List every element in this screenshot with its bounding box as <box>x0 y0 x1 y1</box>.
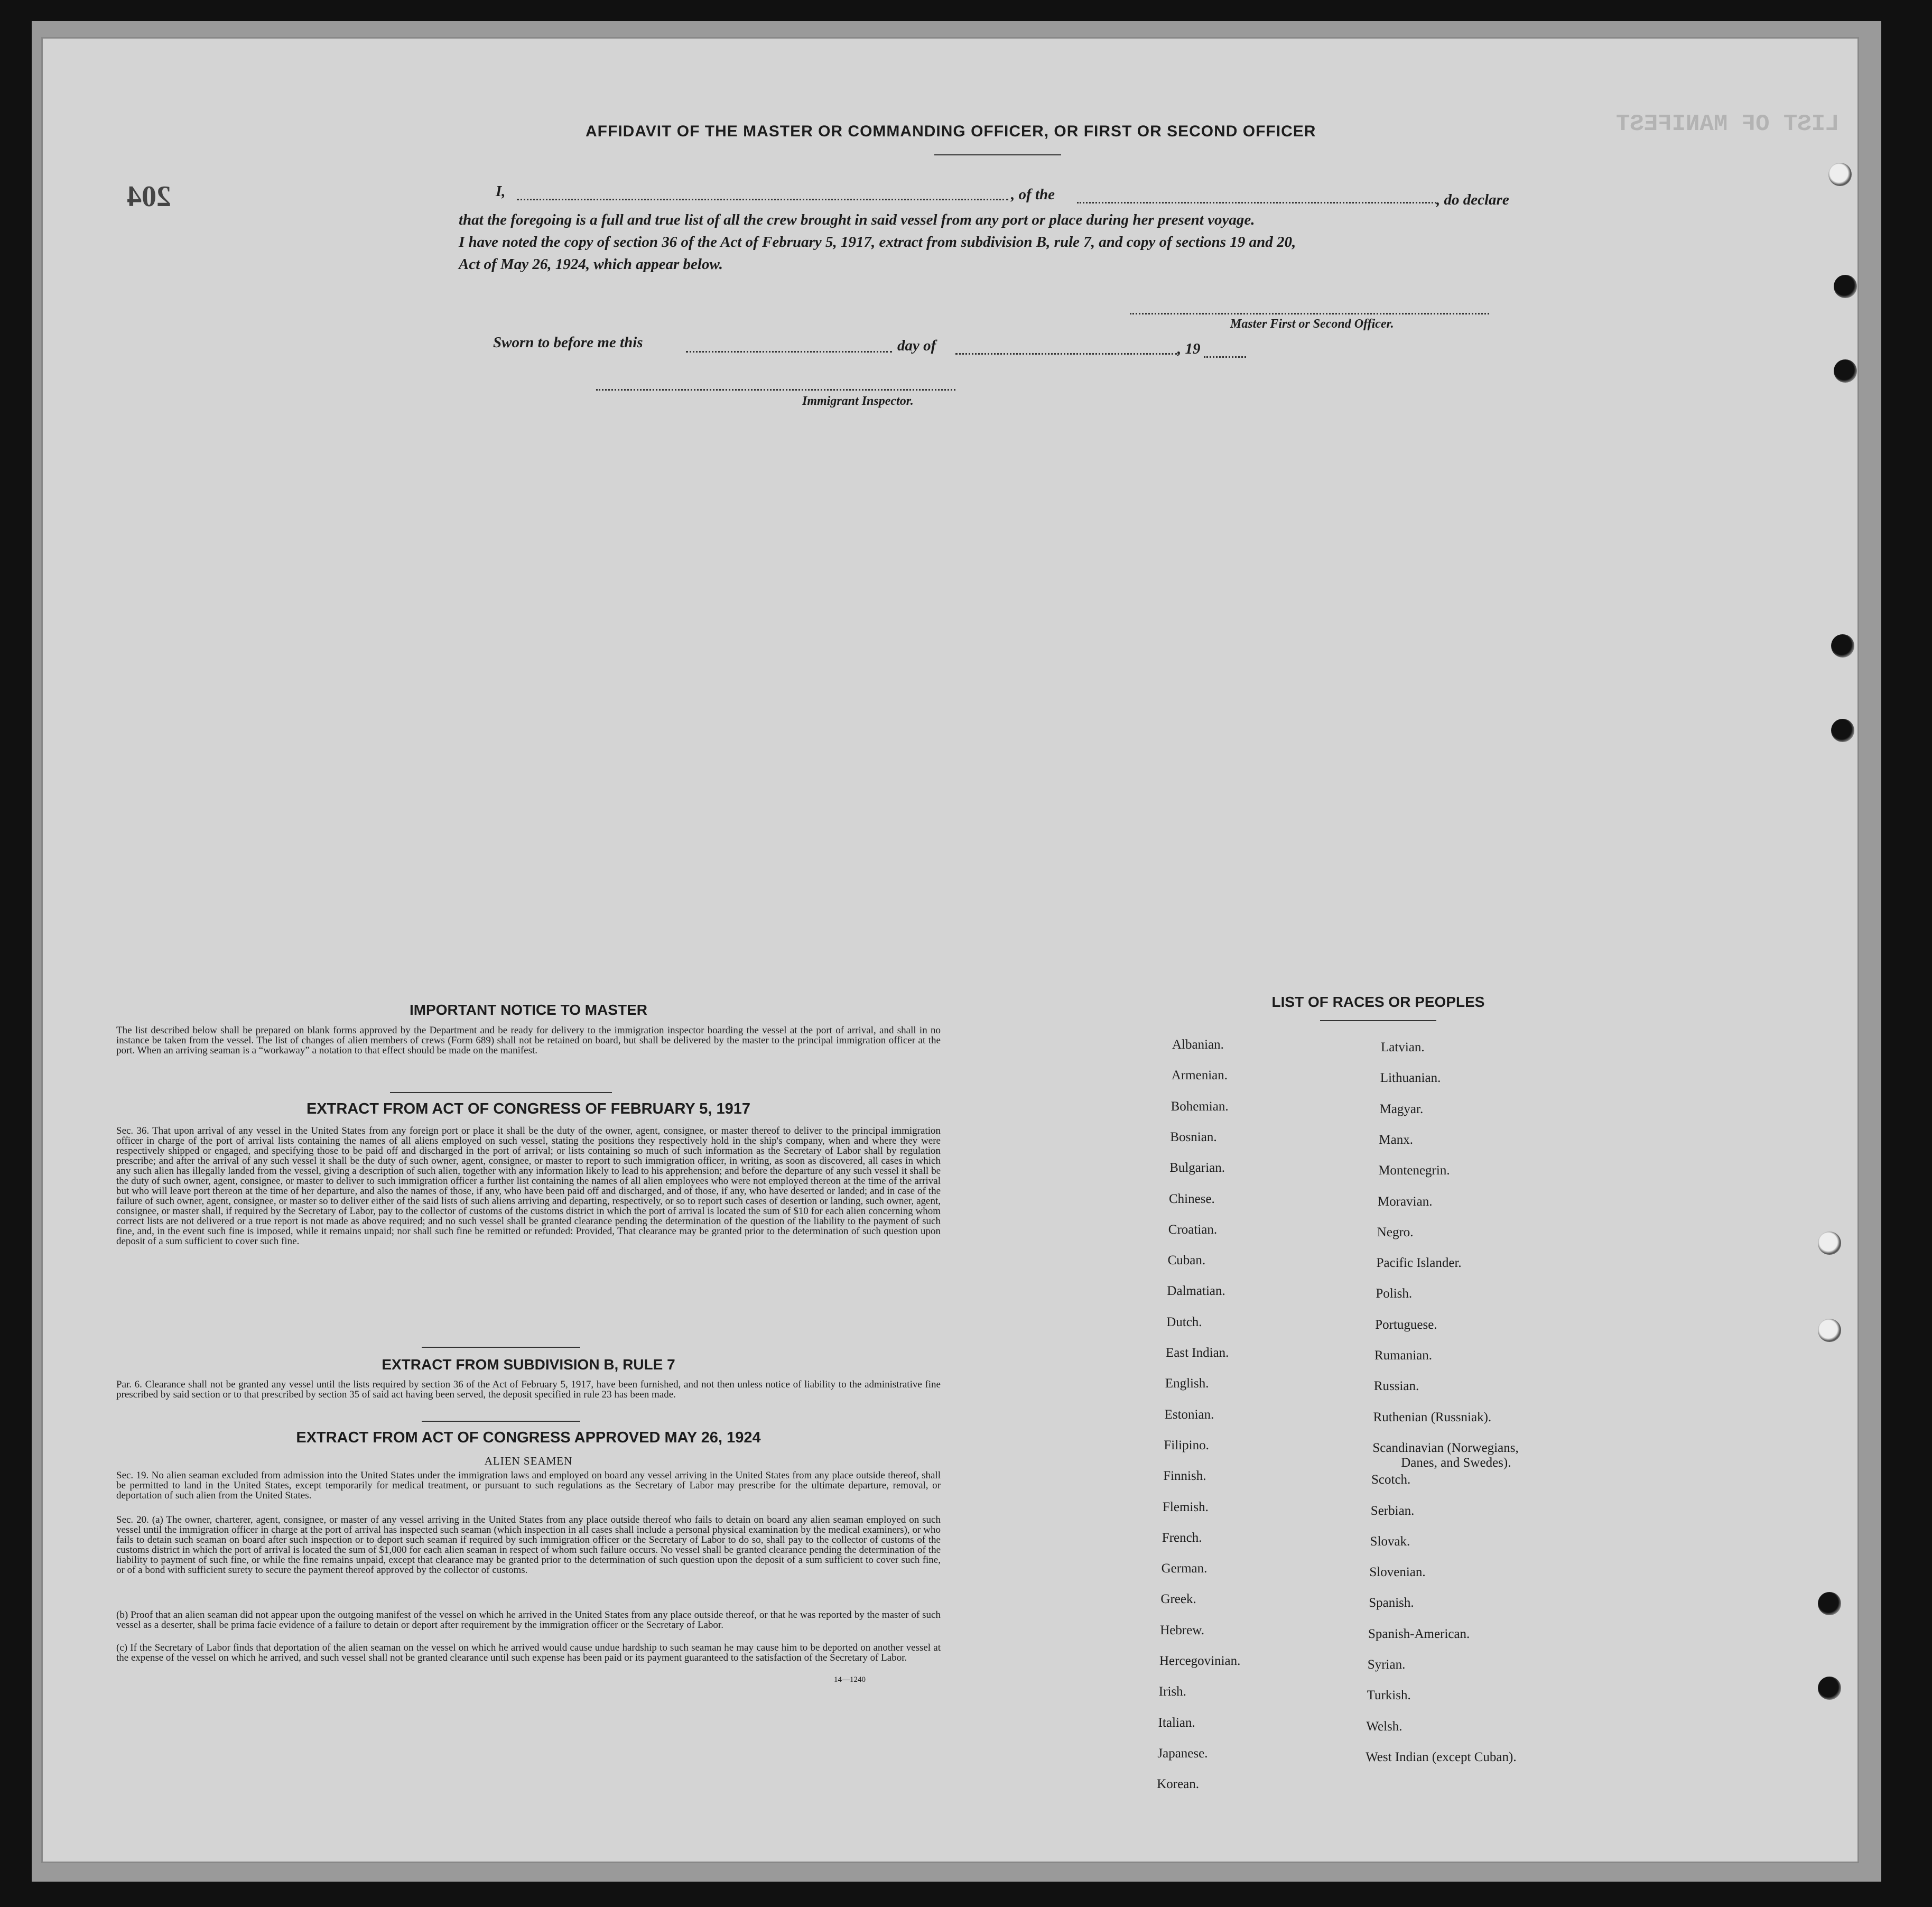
inspector-signature-label: Immigrant Inspector. <box>802 394 914 408</box>
race-item: Albanian. <box>1172 1038 1224 1052</box>
race-item: Japanese. <box>1157 1746 1208 1761</box>
sworn-month-field[interactable] <box>955 353 1177 355</box>
race-item: Bosnian. <box>1170 1130 1217 1144</box>
rule7-rule <box>422 1421 580 1422</box>
sworn-year-field[interactable] <box>1204 356 1246 358</box>
i-label: I, <box>496 183 506 200</box>
manifest-page <box>41 37 1859 1863</box>
sec19-body: Sec. 19. No alien seaman excluded from admission into the United States under the immigration laws and employed on board any vessel arriving in the United States from any place outside thereof, shall be permitted to land in the United States, except temporarily for medical treatment, or pursuant to such regulations as the Secretary of Labor may prescribe for the ultimate departure, removal, or deportation of such alien from the United States. <box>116 1470 941 1501</box>
race-item: Greek. <box>1160 1592 1196 1607</box>
race-item: Italian. <box>1158 1715 1195 1730</box>
race-item: Moravian. <box>1378 1194 1433 1209</box>
stamp-number: 204 <box>127 180 171 213</box>
race-item: Portuguese. <box>1375 1317 1437 1332</box>
race-item: Pacific Islander. <box>1376 1256 1462 1271</box>
race-item: Spanish. <box>1369 1596 1414 1610</box>
race-item: Serbian. <box>1370 1503 1415 1518</box>
race-item: Negro. <box>1377 1225 1414 1239</box>
race-item: Slovak. <box>1370 1534 1410 1549</box>
race-item: Filipino. <box>1164 1438 1209 1452</box>
extract-1917-rule <box>422 1347 580 1348</box>
sec20b-body: (b) Proof that an alien seaman did not appear upon the outgoing manifest of the vessel on which he arrived in the United States from any place outside thereof, or that he was reported by the master of such vessel as a deserter, shall be prima facie evidence of a failure to detain or deport after requirement by the immigration officer or the Secretary of Labor. <box>116 1609 941 1631</box>
race-item: Slovenian. <box>1369 1565 1426 1580</box>
race-item: Montenegrin. <box>1378 1163 1450 1178</box>
race-item: Bulgarian. <box>1169 1161 1225 1175</box>
race-item: French. <box>1162 1530 1202 1545</box>
notice-body: The list described below shall be prepared on blank forms approved by the Department and be ready for delivery to the immigration inspector boarding the vessel at the port of arrival, and shall in no instance be taken from the vessel. The list of changes of alien members of crews (Form 689) shall not be retained on board, but shall be delivered by the master to the principal immigration officer at the port. When an arriving seaman is a “workaway” a notation to that effect should be made on the manifest. <box>116 1025 941 1056</box>
binder-hole-6 <box>1818 1232 1841 1255</box>
race-item: Welsh. <box>1366 1719 1402 1734</box>
binder-hole-2 <box>1834 275 1857 298</box>
sworn-day-field[interactable] <box>686 351 892 353</box>
binder-hole-9 <box>1818 1677 1841 1700</box>
alien-seamen-subtitle: ALIEN SEAMEN <box>484 1455 573 1467</box>
sec20a-body: Sec. 20. (a) The owner, charterer, agent, consignee, or master of any vessel arriving in the United States from any place outside thereof who fails to detain on board any alien seaman employed on such vessel until the immigration officer in charge at the port of arrival has inspected such seaman (which inspection in all cases shall include a personal physical examination by the medical examiners), or who fails to detain such seaman on board after such inspection or to deport such seaman if required by such immigration officer or the Secretary of Labor to do so, shall pay to the collector of customs of the customs district in which the port of arrival is located the sum of $1,000 for each alien seaman in respect of whom such failure occurs. No vessel shall be granted clearance pending the determination of the liability to payment of such fine, or while the fine remains unpaid, except that clearance may be granted prior to the determination of such question upon the deposit of a sum sufficient to cover such fine, or of a bond with sufficient surety to secure the payment thereof approved by the collector of customs. <box>116 1514 941 1576</box>
race-item: German. <box>1161 1561 1208 1576</box>
race-item: Armenian. <box>1171 1068 1228 1083</box>
bleed-through-header: LIST OF MANIFEST <box>1616 111 1840 137</box>
race-item: Polish. <box>1376 1286 1413 1301</box>
notice-rule <box>390 1092 612 1093</box>
name-field[interactable] <box>517 199 1008 200</box>
race-item: Danes, and Swedes). <box>1401 1455 1511 1470</box>
of-the-label: , of the <box>1011 186 1055 203</box>
sworn-label: Sworn to before me this <box>493 334 643 351</box>
race-item: Cuban. <box>1167 1253 1206 1268</box>
extract-1917-title: EXTRACT FROM ACT OF CONGRESS OF FEBRUARY 5, 1917 <box>306 1100 751 1117</box>
race-item: Irish. <box>1158 1684 1186 1699</box>
race-item: Bohemian. <box>1171 1099 1229 1114</box>
race-item: Turkish. <box>1367 1688 1411 1703</box>
race-item: Russian. <box>1373 1379 1419 1394</box>
race-item: Magyar. <box>1379 1101 1424 1116</box>
binder-hole-4 <box>1831 634 1854 658</box>
race-item: English. <box>1165 1376 1209 1391</box>
race-item: Ruthenian (Russniak). <box>1373 1410 1492 1424</box>
race-item: Dalmatian. <box>1167 1284 1225 1299</box>
form-number: 14—1240 <box>834 1675 866 1684</box>
master-signature-label: Master First or Second Officer. <box>1230 317 1394 331</box>
affidavit-line-2: I have noted the copy of section 36 of the Act of February 5, 1917, extract from subdivision B, rule 7, and copy of sections 19 and 20, <box>459 234 1296 251</box>
vessel-field[interactable] <box>1077 202 1436 203</box>
race-item: Lithuanian. <box>1380 1071 1441 1086</box>
race-item: Flemish. <box>1163 1499 1209 1514</box>
race-item: Dutch. <box>1166 1314 1202 1329</box>
extract-1924-title: EXTRACT FROM ACT OF CONGRESS APPROVED MAY 26, 1924 <box>296 1429 761 1446</box>
race-item: Chinese. <box>1169 1191 1215 1206</box>
race-item: Rumanian. <box>1374 1348 1433 1363</box>
race-item: East Indian. <box>1166 1346 1229 1360</box>
race-item: Latvian. <box>1381 1040 1425 1054</box>
affidavit-title-rule <box>934 154 1061 155</box>
race-item: West Indian (except Cuban). <box>1366 1749 1517 1764</box>
master-signature-field[interactable] <box>1130 313 1489 314</box>
race-item: Scotch. <box>1371 1473 1411 1487</box>
binder-hole-7 <box>1818 1319 1841 1342</box>
race-item: Spanish-American. <box>1368 1626 1470 1641</box>
race-item: Estonian. <box>1164 1407 1214 1422</box>
race-item: Hercegovinian. <box>1159 1654 1241 1668</box>
race-item: Finnish. <box>1163 1469 1206 1484</box>
races-title-rule <box>1320 1020 1436 1021</box>
rule7-title: EXTRACT FROM SUBDIVISION B, RULE 7 <box>382 1356 675 1373</box>
do-declare-label: , do declare <box>1436 191 1509 208</box>
race-item: Manx. <box>1379 1132 1413 1147</box>
race-item: Croatian. <box>1168 1222 1218 1237</box>
binder-hole-3 <box>1834 359 1857 383</box>
race-item: Syrian. <box>1367 1658 1406 1672</box>
affidavit-title: AFFIDAVIT OF THE MASTER OR COMMANDING OFFICER, OR FIRST OR SECOND OFFICER <box>586 123 1316 140</box>
affidavit-line-3: Act of May 26, 1924, which appear below. <box>459 256 723 273</box>
binder-hole-1 <box>1828 163 1852 186</box>
sec20c-body: (c) If the Secretary of Labor finds that deportation of the alien seaman on the vessel on which he arrived would cause undue hardship to such seaman he may cause him to be deported on another vessel at the expense of the vessel on which he arrived, and such vessel shall not be granted clearance until such expense has been paid or its payment guaranteed to the satisfaction of the Secretary of Labor. <box>116 1642 941 1663</box>
year-label: , 19 <box>1177 340 1201 357</box>
races-title: LIST OF RACES OR PEOPLES <box>1271 994 1485 1010</box>
day-of-label: day of <box>897 337 936 354</box>
race-item: Korean. <box>1157 1777 1200 1792</box>
affidavit-line-1: that the foregoing is a full and true list of all the crew brought in said vessel from any port or place during her present voyage. <box>459 211 1255 228</box>
race-item: Scandinavian (Norwegians, <box>1372 1440 1519 1455</box>
notice-title: IMPORTANT NOTICE TO MASTER <box>409 1002 648 1018</box>
rule7-body: Par. 6. Clearance shall not be granted any vessel until the lists required by section 36 of the Act of February 5, 1917, have been furnished, and not then unless notice of liability to the administrative fine prescribed by said section or to that prescribed by section 35 of said act having been served, the deposit specified in rule 23 has been made. <box>116 1379 941 1400</box>
race-item: Hebrew. <box>1160 1623 1204 1637</box>
binder-hole-8 <box>1818 1592 1841 1615</box>
inspector-signature-field[interactable] <box>596 389 955 391</box>
extract-1917-body: Sec. 36. That upon arrival of any vessel in the United States from any foreign port or place it shall be the duty of the owner, agent, consignee, or master thereof to deliver to the principal immigration officer in charge of the port of arrival lists containing the names of all aliens employed on such vessel, stating the positions they respectively hold in the ship's company, when and where they were respectively shipped or engaged, and specifying those to be paid off and discharged in the port of arrival; or lists containing so much of such information as the Secretary of Labor shall by regulation prescribe; and after the arrival of any such vessel it shall be the duty of such owner, agent, consignee, or master to report to such immigration officer, in writing, as soon as discovered, all cases in which any such alien has illegally landed from the vessel, giving a description of such alien, together with any information likely to lead to his apprehension; and before the departure of any such vessel it shall be the duty of such owner, agent, consignee, or master to deliver to such immigration officer a further list containing the names of all alien employees who were not employed thereon at the time of the arrival but who will leave port thereon at the time of her departure, and also the names of those, if any, who have been paid off and discharged, and of those, if any, who have deserted or landed; and in case of the failure of such owner, agent, consignee, or master so to deliver either of the said lists of such aliens arriving and departing, respectively, or so to report such cases of desertion or landing, such owner, agent, consignee, or master shall, if required by the Secretary of Labor, pay to the collector of customs of the customs district in which the port of arrival is located the sum of $10 for each alien concerning whom correct lists are not delivered or a true report is not made as above required; and no such vessel shall be granted clearance pending the determination of the question of the liability to the payment of such fine, and, in the event such fine is imposed, while it remains unpaid; nor shall such fine be remitted or refunded: Provided, That clearance may be granted prior to the determination of such question upon deposit of a sum sufficient to cover such fine. <box>116 1125 941 1247</box>
binder-hole-5 <box>1831 719 1854 742</box>
